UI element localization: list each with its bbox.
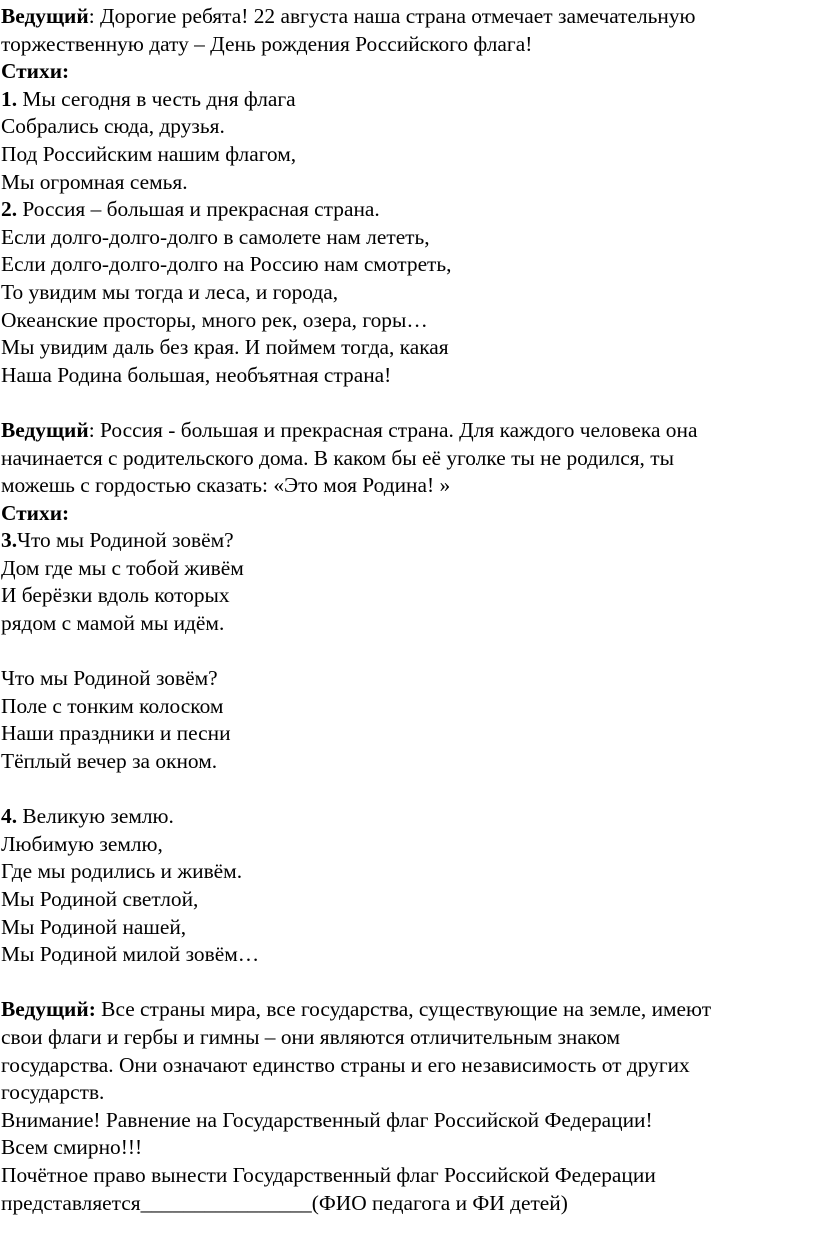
verse-line xyxy=(1,914,816,942)
line-text: начинается с родительского дома. В каком бы её уголке ты не родился, ты xyxy=(1,445,674,470)
line-text: Мы Родиной нашей, xyxy=(1,914,187,939)
line-text: рядом с мамой мы идём. xyxy=(1,611,225,636)
verse-line xyxy=(1,141,816,169)
verse-first-line xyxy=(1,803,816,831)
line-text: То увидим мы тогда и леса, и города, xyxy=(1,279,339,304)
speaker-separator: : xyxy=(88,417,95,442)
line-text: свои флаги и гербы и гимны – они являются отличительным знаком xyxy=(1,1024,620,1049)
speaker-label: Ведущий xyxy=(1,417,89,442)
blank-line xyxy=(1,969,816,997)
section-heading: Стихи: xyxy=(1,500,70,525)
verse-line xyxy=(1,279,816,307)
line-text: Почётное право вынести Государственный флаг Российской Федерации xyxy=(1,1162,656,1187)
verse-first-line xyxy=(1,527,816,555)
line-text: Собрались сюда, друзья. xyxy=(1,114,225,139)
speech-line xyxy=(1,1190,816,1218)
verse-line xyxy=(1,307,816,335)
line-text: представляется________________(ФИО педагога и ФИ детей) xyxy=(1,1190,568,1215)
verse-line xyxy=(1,362,816,390)
line-text: Мы сегодня в честь дня флага xyxy=(17,86,296,111)
speech-line xyxy=(1,445,816,473)
line-text: Мы увидим даль без края. И поймем тогда, какая xyxy=(1,335,449,360)
line-text: государств. xyxy=(1,1080,105,1105)
line-text: Всем смирно!!! xyxy=(1,1135,143,1160)
speaker-line xyxy=(1,3,816,31)
verse-line xyxy=(1,582,816,610)
line-text: Наши праздники и песни xyxy=(1,721,231,746)
speech-line xyxy=(1,1162,816,1190)
speaker-line xyxy=(1,417,816,445)
line-text: Если долго-долго-долго в самолете нам лететь, xyxy=(1,224,430,249)
verse-first-line xyxy=(1,86,816,114)
verse-line xyxy=(1,748,816,776)
blank-line xyxy=(1,389,816,417)
speech-line xyxy=(1,472,816,500)
line-text: Дорогие ребята! 22 августа наша страна отмечает замечательную xyxy=(94,4,696,28)
line-text: Мы Родиной милой зовём… xyxy=(1,942,260,967)
section-heading: Стихи: xyxy=(1,59,70,84)
verse-line xyxy=(1,169,816,197)
speaker-label: Ведущий xyxy=(1,4,89,28)
verse-line xyxy=(1,224,816,252)
verse-first-line xyxy=(1,196,816,224)
line-text: Россия – большая и прекрасная страна. xyxy=(17,197,380,222)
verse-number: 4. xyxy=(1,804,18,829)
line-text: Дом где мы с тобой живём xyxy=(1,555,244,580)
line-text: Что мы Родиной зовём? xyxy=(1,666,218,691)
line-text: Океанские просторы, много рек, озера, горы… xyxy=(1,307,428,332)
verse-line xyxy=(1,334,816,362)
line-text: Великую землю. xyxy=(17,804,174,829)
line-text: Тёплый вечер за окном. xyxy=(1,749,218,774)
line-text: Внимание! Равнение на Государственный флаг Российской Федерации! xyxy=(1,1107,653,1132)
line-text: Мы Родиной светлой, xyxy=(1,887,199,911)
verse-line xyxy=(1,113,816,141)
blank-line xyxy=(1,638,816,666)
verse-line xyxy=(1,251,816,279)
line-text: торжественную дату – День рождения Российского флага! xyxy=(1,31,533,56)
speaker-label: Ведущий: xyxy=(1,997,96,1022)
verse-line xyxy=(1,886,816,914)
line-text: Где мы родились и живём. xyxy=(1,859,243,884)
verse-line xyxy=(1,720,816,748)
line-text: Поле с тонким колоском xyxy=(1,693,224,718)
verse-line xyxy=(1,831,816,859)
verse-number: 2. xyxy=(1,197,18,222)
line-text: Любимую землю, xyxy=(1,831,163,856)
verse-line xyxy=(1,555,816,583)
line-text: Наша Родина большая, необъятная страна! xyxy=(1,362,392,387)
line-text: Что мы Родиной зовём? xyxy=(17,528,234,553)
speaker-line xyxy=(1,996,816,1024)
line-text: Россия - большая и прекрасная страна. Для каждого человека она xyxy=(94,417,698,442)
line-text: можешь с гордостью сказать: «Это моя Родина! » xyxy=(1,473,451,498)
speech-line xyxy=(1,1024,816,1052)
speaker-separator: : xyxy=(88,4,95,28)
verse-line xyxy=(1,858,816,886)
speech-line xyxy=(1,1052,816,1080)
verse-line xyxy=(1,941,816,969)
verse-line xyxy=(1,610,816,638)
verse-number: 3. xyxy=(1,528,18,553)
line-text: Под Российским нашим флагом, xyxy=(1,141,297,166)
line-text: И берёзки вдоль которых xyxy=(1,583,230,608)
speech-line xyxy=(1,1079,816,1107)
line-text: Мы огромная семья. xyxy=(1,169,188,194)
verse-number: 1. xyxy=(1,86,18,111)
speech-line xyxy=(1,1134,816,1162)
verse-line xyxy=(1,693,816,721)
speech-line xyxy=(1,31,816,59)
speech-line xyxy=(1,1107,816,1135)
line-text: Все страны мира, все государства, существующие на земле, имеют xyxy=(95,997,712,1022)
blank-line xyxy=(1,776,816,804)
line-text: Если долго-долго-долго на Россию нам смотреть, xyxy=(1,252,452,277)
verse-line xyxy=(1,665,816,693)
line-text: государства. Они означают единство страны и его независимость от других xyxy=(1,1052,690,1077)
